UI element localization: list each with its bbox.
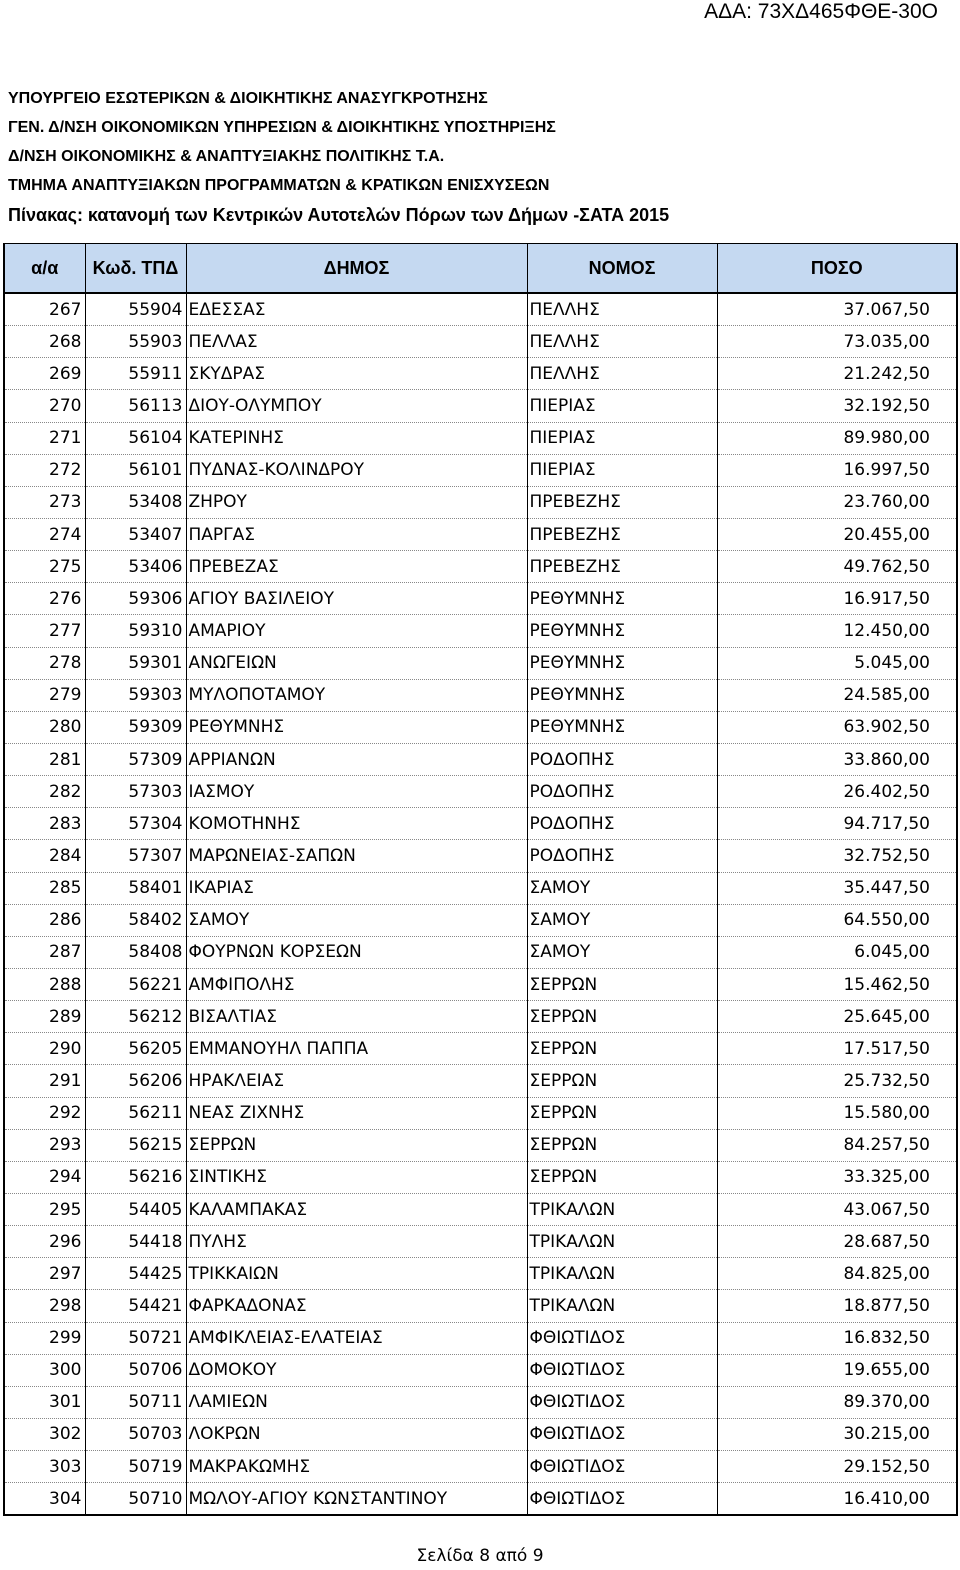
cell-poso: 43.067,50 [717,1193,957,1225]
cell-poso: 24.585,00 [717,679,957,711]
cell-dimos: ΙΚΑΡΙΑΣ [186,872,527,904]
cell-nomos: ΣΕΡΡΩΝ [527,968,717,1000]
cell-dimos: ΙΑΣΜΟΥ [186,776,527,808]
cell-poso: 21.242,50 [717,358,957,390]
cell-dimos: ΠΥΔΝΑΣ-ΚΟΛΙΝΔΡΟΥ [186,454,527,486]
cell-code: 57309 [85,743,186,775]
table-row [4,776,957,808]
cell-aa: 277 [4,615,85,647]
cell-aa: 268 [4,326,85,358]
cell-nomos: ΤΡΙΚΑΛΩΝ [527,1290,717,1322]
cell-aa: 282 [4,776,85,808]
cell-nomos: ΠΡΕΒΕΖΗΣ [527,518,717,550]
cell-nomos: ΡΕΘΥΜΝΗΣ [527,583,717,615]
table-body [4,293,957,1515]
cell-aa: 298 [4,1290,85,1322]
cell-code: 59303 [85,679,186,711]
cell-aa: 273 [4,486,85,518]
cell-code: 56211 [85,1097,186,1129]
cell-dimos: ΜΑΚΡΑΚΩΜΗΣ [186,1451,527,1483]
cell-aa: 294 [4,1161,85,1193]
cell-nomos: ΣΕΡΡΩΝ [527,1097,717,1129]
table-row [4,1097,957,1129]
cell-code: 53406 [85,551,186,583]
cell-code: 50706 [85,1354,186,1386]
cell-nomos: ΦΘΙΩΤΙΔΟΣ [527,1386,717,1418]
cell-dimos: ΣΚΥΔΡΑΣ [186,358,527,390]
cell-aa: 270 [4,390,85,422]
column-header-aa: α/α [4,244,85,294]
cell-dimos: ΒΙΣΑΛΤΙΑΣ [186,1001,527,1033]
cell-code: 53408 [85,486,186,518]
cell-nomos: ΣΑΜΟΥ [527,904,717,936]
table-row [4,743,957,775]
cell-dimos: ΛΟΚΡΩΝ [186,1418,527,1450]
cell-dimos: ΣΙΝΤΙΚΗΣ [186,1161,527,1193]
table-row [4,615,957,647]
cell-poso: 18.877,50 [717,1290,957,1322]
ada-code: ΑΔΑ: 73ΧΔ465ΦΘΕ-30Ο [704,0,938,23]
cell-poso: 25.732,50 [717,1065,957,1097]
cell-nomos: ΦΘΙΩΤΙΔΟΣ [527,1418,717,1450]
cell-code: 54418 [85,1226,186,1258]
cell-dimos: ΚΑΛΑΜΠΑΚΑΣ [186,1193,527,1225]
cell-nomos: ΡΕΘΥΜΝΗΣ [527,615,717,647]
table-row [4,551,957,583]
cell-code: 56101 [85,454,186,486]
cell-nomos: ΡΟΔΟΠΗΣ [527,776,717,808]
cell-poso: 94.717,50 [717,808,957,840]
table-header-row [4,244,957,294]
cell-dimos: ΕΔΕΣΣΑΣ [186,293,527,326]
cell-dimos: ΖΗΡΟΥ [186,486,527,518]
table-row [4,390,957,422]
cell-aa: 302 [4,1418,85,1450]
cell-code: 59309 [85,711,186,743]
cell-nomos: ΤΡΙΚΑΛΩΝ [527,1193,717,1225]
table-row [4,679,957,711]
cell-aa: 276 [4,583,85,615]
table-row [4,358,957,390]
table-row [4,647,957,679]
cell-nomos: ΠΕΛΛΗΣ [527,293,717,326]
cell-poso: 33.325,00 [717,1161,957,1193]
cell-nomos: ΣΕΡΡΩΝ [527,1161,717,1193]
cell-nomos: ΣΕΡΡΩΝ [527,1001,717,1033]
table-row [4,840,957,872]
cell-poso: 32.192,50 [717,390,957,422]
cell-code: 56221 [85,968,186,1000]
table-row [4,1033,957,1065]
cell-poso: 26.402,50 [717,776,957,808]
cell-code: 59310 [85,615,186,647]
cell-poso: 12.450,00 [717,615,957,647]
allocation-table [3,243,958,1516]
cell-aa: 279 [4,679,85,711]
cell-poso: 49.762,50 [717,551,957,583]
cell-poso: 89.370,00 [717,1386,957,1418]
table-row [4,1226,957,1258]
table-row [4,1451,957,1483]
table-row [4,872,957,904]
cell-code: 58401 [85,872,186,904]
table-row [4,293,957,326]
cell-code: 56206 [85,1065,186,1097]
cell-aa: 304 [4,1483,85,1516]
directorate-line: Δ/ΝΣΗ ΟΙΚΟΝΟΜΙΚΗΣ & ΑΝΑΠΤΥΞΙΑΚΗΣ ΠΟΛΙΤΙΚΗΣ Τ.Α. [8,148,445,165]
column-header-nomos: ΝΟΜΟΣ [527,244,717,294]
cell-poso: 29.152,50 [717,1451,957,1483]
cell-dimos: ΑΡΡΙΑΝΩΝ [186,743,527,775]
cell-nomos: ΠΕΛΛΗΣ [527,358,717,390]
cell-poso: 89.980,00 [717,422,957,454]
cell-aa: 281 [4,743,85,775]
cell-aa: 292 [4,1097,85,1129]
cell-aa: 297 [4,1258,85,1290]
cell-poso: 5.045,00 [717,647,957,679]
cell-aa: 286 [4,904,85,936]
table-row [4,1129,957,1161]
cell-aa: 293 [4,1129,85,1161]
cell-nomos: ΠΙΕΡΙΑΣ [527,422,717,454]
cell-nomos: ΡΟΔΟΠΗΣ [527,743,717,775]
page-number: Σελίδα 8 από 9 [416,1546,544,1566]
cell-poso: 16.917,50 [717,583,957,615]
cell-dimos: ΡΕΘΥΜΝΗΣ [186,711,527,743]
cell-code: 56212 [85,1001,186,1033]
cell-dimos: ΜΑΡΩΝΕΙΑΣ-ΣΑΠΩΝ [186,840,527,872]
cell-dimos: ΦΑΡΚΑΔΟΝΑΣ [186,1290,527,1322]
cell-nomos: ΡΕΘΥΜΝΗΣ [527,679,717,711]
table-row [4,904,957,936]
cell-aa: 272 [4,454,85,486]
cell-code: 55911 [85,358,186,390]
cell-aa: 287 [4,936,85,968]
cell-aa: 275 [4,551,85,583]
cell-aa: 285 [4,872,85,904]
cell-aa: 290 [4,1033,85,1065]
table-row [4,1322,957,1354]
cell-code: 50703 [85,1418,186,1450]
cell-code: 57307 [85,840,186,872]
cell-aa: 269 [4,358,85,390]
cell-poso: 6.045,00 [717,936,957,968]
table-row [4,936,957,968]
cell-poso: 63.902,50 [717,711,957,743]
cell-poso: 37.067,50 [717,293,957,326]
cell-aa: 284 [4,840,85,872]
table-row [4,1354,957,1386]
table-row [4,518,957,550]
column-header-code: Κωδ. ΤΠΔ [85,244,186,294]
cell-code: 59306 [85,583,186,615]
cell-aa: 296 [4,1226,85,1258]
cell-aa: 267 [4,293,85,326]
table-row [4,583,957,615]
cell-dimos: ΜΥΛΟΠΟΤΑΜΟΥ [186,679,527,711]
cell-dimos: ΜΩΛΟΥ-ΑΓΙΟΥ ΚΩΝΣΤΑΝΤΙΝΟΥ [186,1483,527,1516]
column-header-dimos: ΔΗΜΟΣ [186,244,527,294]
cell-aa: 299 [4,1322,85,1354]
cell-code: 56113 [85,390,186,422]
table-row [4,808,957,840]
cell-aa: 288 [4,968,85,1000]
cell-code: 50711 [85,1386,186,1418]
column-header-poso: ΠΟΣΟ [717,244,957,294]
cell-dimos: ΛΑΜΙΕΩΝ [186,1386,527,1418]
table-row [4,1001,957,1033]
cell-dimos: ΦΟΥΡΝΩΝ ΚΟΡΣΕΩΝ [186,936,527,968]
cell-nomos: ΤΡΙΚΑΛΩΝ [527,1226,717,1258]
cell-aa: 280 [4,711,85,743]
cell-aa: 295 [4,1193,85,1225]
cell-poso: 20.455,00 [717,518,957,550]
cell-aa: 289 [4,1001,85,1033]
cell-dimos: ΠΡΕΒΕΖΑΣ [186,551,527,583]
cell-poso: 15.580,00 [717,1097,957,1129]
cell-aa: 274 [4,518,85,550]
cell-dimos: ΤΡΙΚΚΑΙΩΝ [186,1258,527,1290]
cell-code: 55903 [85,326,186,358]
cell-dimos: ΚΑΤΕΡΙΝΗΣ [186,422,527,454]
cell-code: 50719 [85,1451,186,1483]
cell-code: 50721 [85,1322,186,1354]
cell-nomos: ΣΕΡΡΩΝ [527,1065,717,1097]
cell-dimos: ΠΥΛΗΣ [186,1226,527,1258]
cell-poso: 84.825,00 [717,1258,957,1290]
cell-poso: 25.645,00 [717,1001,957,1033]
cell-dimos: ΣΑΜΟΥ [186,904,527,936]
table-row [4,711,957,743]
department-line: ΤΜΗΜΑ ΑΝΑΠΤΥΞΙΑΚΩΝ ΠΡΟΓΡΑΜΜΑΤΩΝ & ΚΡΑΤΙΚΩΝ ΕΝΙΣΧΥΣΕΩΝ [8,177,550,194]
cell-code: 54405 [85,1193,186,1225]
cell-dimos: ΑΓΙΟΥ ΒΑΣΙΛΕΙΟΥ [186,583,527,615]
cell-nomos: ΦΘΙΩΤΙΔΟΣ [527,1322,717,1354]
cell-poso: 16.997,50 [717,454,957,486]
cell-nomos: ΡΕΘΥΜΝΗΣ [527,711,717,743]
cell-code: 56215 [85,1129,186,1161]
cell-poso: 17.517,50 [717,1033,957,1065]
cell-poso: 84.257,50 [717,1129,957,1161]
cell-poso: 16.410,00 [717,1483,957,1516]
table-row [4,1065,957,1097]
cell-nomos: ΣΑΜΟΥ [527,872,717,904]
cell-dimos: ΣΕΡΡΩΝ [186,1129,527,1161]
cell-aa: 283 [4,808,85,840]
cell-nomos: ΣΕΡΡΩΝ [527,1129,717,1161]
cell-dimos: ΑΝΩΓΕΙΩΝ [186,647,527,679]
cell-nomos: ΦΘΙΩΤΙΔΟΣ [527,1354,717,1386]
cell-nomos: ΦΘΙΩΤΙΔΟΣ [527,1451,717,1483]
cell-aa: 300 [4,1354,85,1386]
cell-poso: 19.655,00 [717,1354,957,1386]
cell-poso: 33.860,00 [717,743,957,775]
table-row [4,1258,957,1290]
cell-nomos: ΠΕΛΛΗΣ [527,326,717,358]
cell-code: 53407 [85,518,186,550]
table-row [4,1386,957,1418]
cell-aa: 303 [4,1451,85,1483]
cell-code: 57303 [85,776,186,808]
cell-code: 50710 [85,1483,186,1516]
cell-nomos: ΠΙΕΡΙΑΣ [527,454,717,486]
cell-code: 54425 [85,1258,186,1290]
table-row [4,486,957,518]
cell-dimos: ΑΜΑΡΙΟΥ [186,615,527,647]
cell-dimos: ΠΑΡΓΑΣ [186,518,527,550]
table-row [4,1418,957,1450]
cell-poso: 32.752,50 [717,840,957,872]
cell-dimos: ΝΕΑΣ ΖΙΧΝΗΣ [186,1097,527,1129]
cell-dimos: ΔΟΜΟΚΟΥ [186,1354,527,1386]
cell-code: 55904 [85,293,186,326]
ministry-line: ΥΠΟΥΡΓΕΙΟ ΕΣΩΤΕΡΙΚΩΝ & ΔΙΟΙΚΗΤΙΚΗΣ ΑΝΑΣΥΓΚΡΟΤΗΣΗΣ [8,90,488,107]
cell-nomos: ΣΑΜΟΥ [527,936,717,968]
table-row [4,422,957,454]
table-row [4,1290,957,1322]
cell-poso: 23.760,00 [717,486,957,518]
table-row [4,1483,957,1516]
table-row [4,968,957,1000]
table-row [4,326,957,358]
cell-nomos: ΠΙΕΡΙΑΣ [527,390,717,422]
cell-code: 57304 [85,808,186,840]
cell-poso: 73.035,00 [717,326,957,358]
cell-aa: 271 [4,422,85,454]
document-header [8,89,669,234]
table-row [4,1161,957,1193]
cell-dimos: ΚΟΜΟΤΗΝΗΣ [186,808,527,840]
cell-nomos: ΦΘΙΩΤΙΔΟΣ [527,1483,717,1516]
cell-code: 56216 [85,1161,186,1193]
cell-dimos: ΠΕΛΛΑΣ [186,326,527,358]
cell-aa: 291 [4,1065,85,1097]
cell-dimos: ΗΡΑΚΛΕΙΑΣ [186,1065,527,1097]
cell-poso: 28.687,50 [717,1226,957,1258]
cell-dimos: ΑΜΦΙΚΛΕΙΑΣ-ΕΛΑΤΕΙΑΣ [186,1322,527,1354]
cell-nomos: ΡΟΔΟΠΗΣ [527,808,717,840]
cell-code: 59301 [85,647,186,679]
cell-dimos: ΕΜΜΑΝΟΥΗΛ ΠΑΠΠΑ [186,1033,527,1065]
cell-poso: 30.215,00 [717,1418,957,1450]
cell-code: 54421 [85,1290,186,1322]
cell-code: 58402 [85,904,186,936]
cell-code: 56104 [85,422,186,454]
cell-poso: 35.447,50 [717,872,957,904]
cell-nomos: ΡΟΔΟΠΗΣ [527,840,717,872]
table-row [4,1193,957,1225]
cell-dimos: ΑΜΦΙΠΟΛΗΣ [186,968,527,1000]
cell-dimos: ΔΙΟΥ-ΟΛΥΜΠΟΥ [186,390,527,422]
cell-code: 56205 [85,1033,186,1065]
cell-poso: 64.550,00 [717,904,957,936]
cell-code: 58408 [85,936,186,968]
cell-poso: 16.832,50 [717,1322,957,1354]
cell-poso: 15.462,50 [717,968,957,1000]
general-directorate-line: ΓΕΝ. Δ/ΝΣΗ ΟΙΚΟΝΟΜΙΚΩΝ ΥΠΗΡΕΣΙΩΝ & ΔΙΟΙΚΗΤΙΚΗΣ ΥΠΟΣΤΗΡΙΞΗΣ [8,119,556,136]
cell-aa: 278 [4,647,85,679]
table-title: Πίνακας: κατανομή των Κεντρικών Αυτοτελών Πόρων των Δήμων -ΣΑΤΑ 2015 [8,205,670,225]
cell-aa: 301 [4,1386,85,1418]
cell-nomos: ΠΡΕΒΕΖΗΣ [527,486,717,518]
cell-nomos: ΤΡΙΚΑΛΩΝ [527,1258,717,1290]
cell-nomos: ΡΕΘΥΜΝΗΣ [527,647,717,679]
cell-nomos: ΠΡΕΒΕΖΗΣ [527,551,717,583]
table-row [4,454,957,486]
cell-nomos: ΣΕΡΡΩΝ [527,1033,717,1065]
